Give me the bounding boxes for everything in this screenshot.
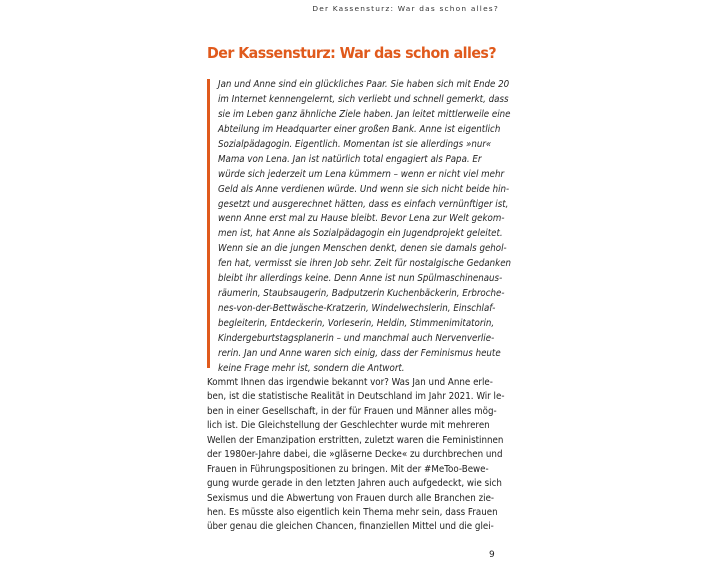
- quote-line: sie im Leben ganz ähnliche Ziele haben. Jan leitet mittlerweile eine: [218, 108, 511, 120]
- body-line: ben in einer Gesellschaft, in der für Frauen und Männer alles mög-: [207, 405, 497, 417]
- page-number: 9: [489, 550, 495, 560]
- quote-line: Abteilung im Headquarter einer großen Bank. Anne ist eigentlich: [218, 123, 501, 135]
- body-line: Sexismus und die Abwertung von Frauen durch alle Branchen zie-: [207, 492, 495, 504]
- quote-line: Jan und Anne sind ein glückliches Paar. Sie haben sich mit Ende 20: [218, 79, 510, 90]
- chapter-title: Der Kassensturz: War das schon alles?: [207, 44, 497, 62]
- body-line: Wellen der Emanzipation erstritten, zuletzt waren die Feministinnen: [207, 434, 504, 446]
- quote-line: im Internet kennengelernt, sich verliebt und schnell gemerkt, dass: [218, 93, 509, 105]
- body-line: Kommt Ihnen das irgendwie bekannt vor? Was Jan und Anne erle-: [207, 377, 493, 388]
- body-line: der 1980er-Jahre dabei, die »gläserne Decke« zu durchbrechen und: [207, 449, 503, 461]
- quote-line: Mama von Lena. Jan ist natürlich total engagiert als Papa. Er: [218, 153, 482, 165]
- quote-line: räumerin, Staubsaugerin, Badputzerin Kuchenbäckerin, Erbroche-: [218, 288, 505, 300]
- quote-line: gesetzt und ausgerechnet hätten, dass es einfach vernünftiger ist,: [218, 198, 509, 210]
- running-head: Der Kassensturz: War das schon alles?: [312, 4, 499, 13]
- quote-line: keine Frage mehr ist, sondern die Antwort.: [218, 362, 405, 374]
- quote-line: fen hat, vermisst sie ihren Job sehr. Zeit für nostalgische Gedanken: [218, 258, 512, 270]
- body-line: lich ist. Die Gleichstellung der Geschlechter wurde mit mehreren: [207, 420, 490, 432]
- quote-accent-bar: [207, 79, 210, 368]
- highlighted-quote: [218, 78, 512, 377]
- quote-line: begleiterin, Entdeckerin, Vorleserin, Heldin, Stimmenimitatorin,: [218, 318, 495, 329]
- quote-line: Wenn sie an die jungen Menschen denkt, denen sie damals gehol-: [218, 243, 507, 255]
- quote-line: wenn Anne erst mal zu Hause bleibt. Bevor Lena zur Welt gekom-: [218, 213, 505, 225]
- quote-line: nes-von-der-Bettwäsche-Kratzerin, Windelwechslerin, Einschlaf-: [218, 303, 496, 315]
- body-line: Frauen in Führungspositionen zu bringen. Mit der #MeToo-Bewe-: [207, 463, 489, 475]
- quote-line: würde sich jederzeit um Lena kümmern – wenn er nicht viel mehr: [218, 168, 505, 180]
- body-text: [207, 376, 505, 535]
- quote-line: men ist, hat Anne als Sozialpädagogin ein Jugendprojekt geleitet.: [218, 228, 503, 240]
- body-line: ben, ist die statistische Realität in Deutschland im Jahr 2021. Wir le-: [207, 391, 505, 403]
- body-line: über genau die gleichen Chancen, finanziellen Mittel und die glei-: [207, 521, 494, 533]
- quote-line: Geld als Anne verdienen würde. Und wenn sie sich nicht beide hin-: [218, 183, 510, 195]
- quote-line: Sozialpädagogin. Eigentlich. Momentan ist sie allerdings »nur«: [218, 138, 492, 150]
- body-line: hen. Es müsste also eigentlich kein Thema mehr sein, dass Frauen: [207, 506, 498, 518]
- quote-line: rerin. Jan und Anne waren sich einig, dass der Feminismus heute: [218, 347, 501, 359]
- body-line: gung wurde gerade in den letzten Jahren auch aufgedeckt, wie sich: [207, 478, 502, 490]
- quote-line: Kindergeburtstagsplanerin – und manchmal auch Nervenverlie-: [218, 332, 495, 344]
- quote-line: bleibt ihr allerdings keine. Denn Anne ist nun Spülmaschinenaus-: [218, 273, 503, 285]
